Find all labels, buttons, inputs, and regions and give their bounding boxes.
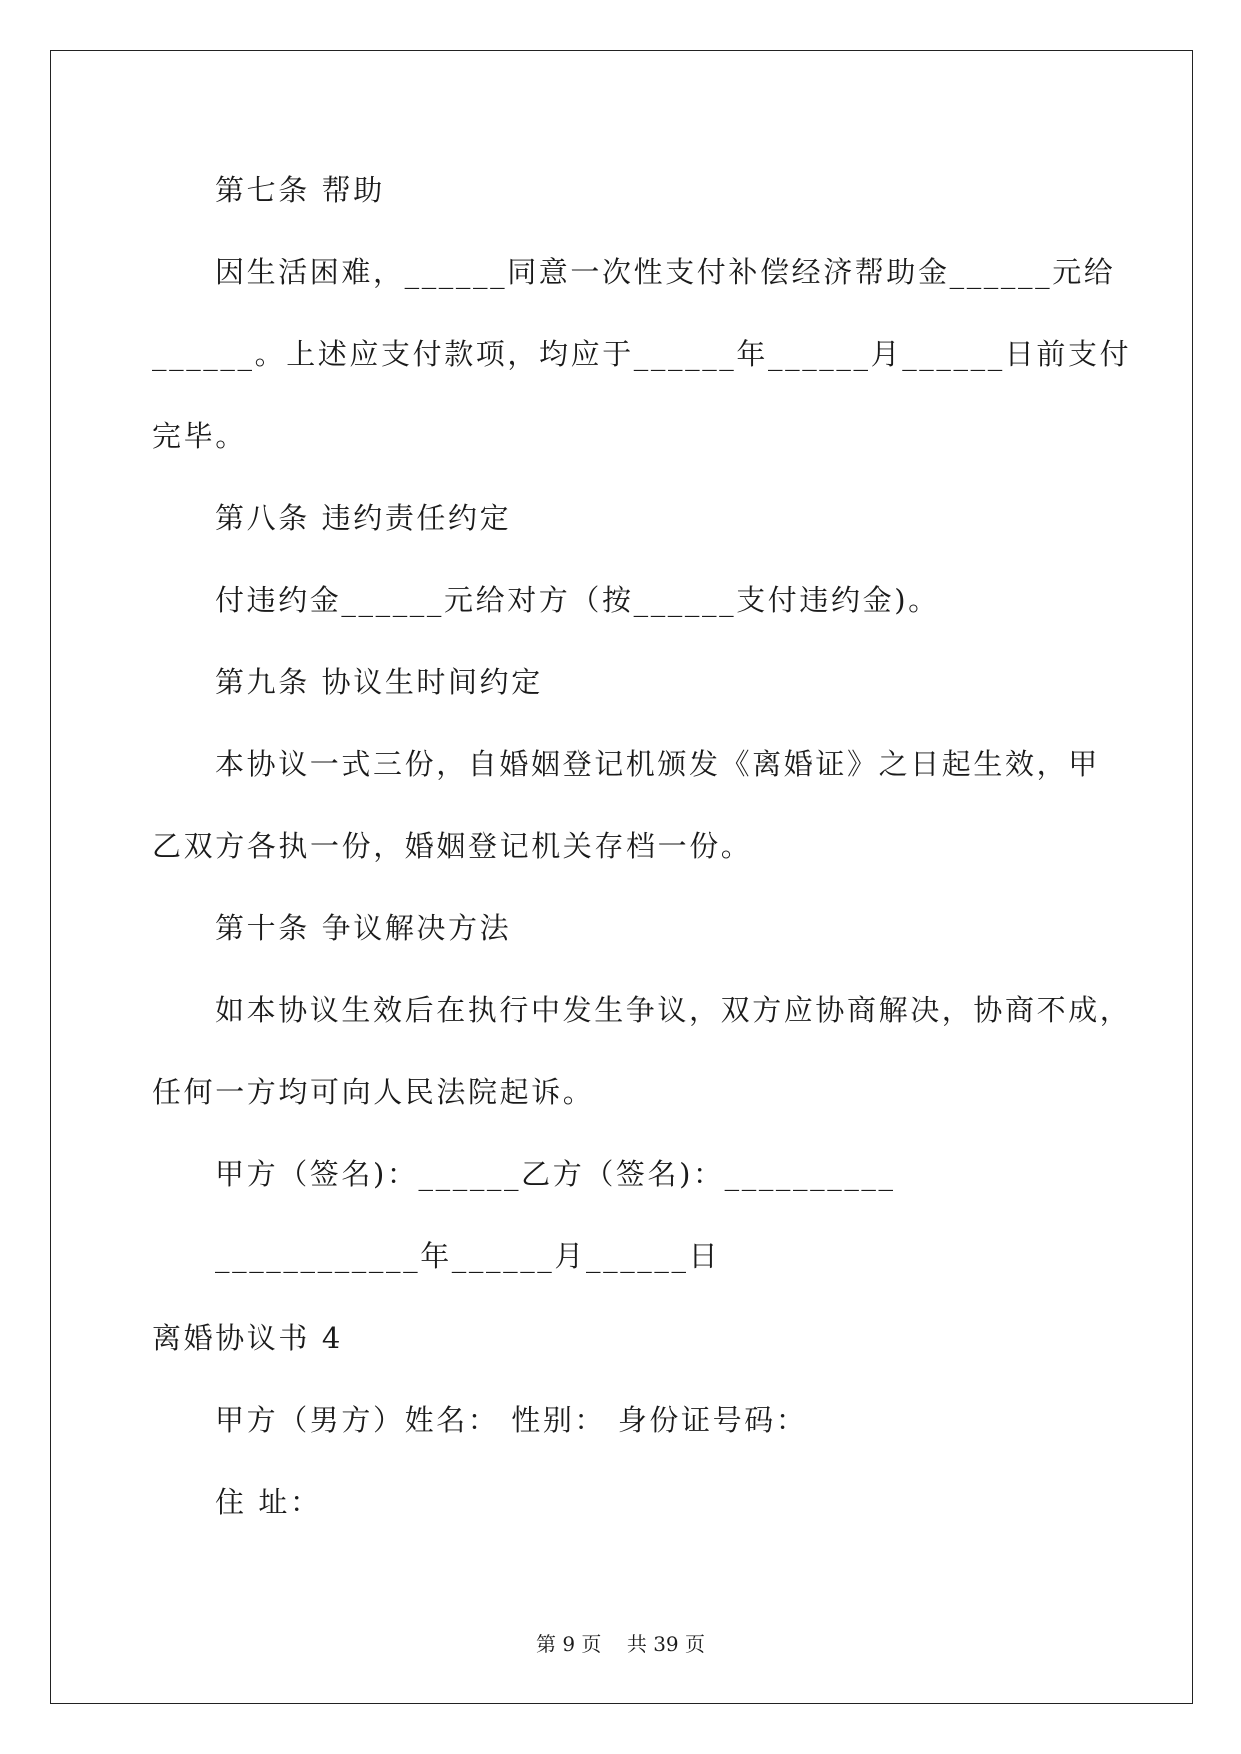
article-9-paragraph-line-1: 本协议一式三份，自婚姻登记机颁发《离婚证》之日起生效，甲 xyxy=(215,747,1100,781)
date-line: ____________年______月______日 xyxy=(215,1239,721,1273)
page-border xyxy=(50,50,1193,1704)
article-8-heading: 第八条 违约责任约定 xyxy=(215,501,512,535)
page-number-footer: 第 9 页 共 39 页 xyxy=(535,1632,706,1656)
article-7-paragraph-line-1: 因生活困难，______同意一次性支付补偿经济帮助金______元给 xyxy=(215,255,1116,289)
article-7-paragraph-line-3: 完毕。 xyxy=(152,419,247,453)
agreement-4-title: 离婚协议书 4 xyxy=(152,1321,343,1355)
address-line: 住 址： xyxy=(215,1485,322,1519)
article-10-paragraph-line-2: 任何一方均可向人民法院起诉。 xyxy=(152,1075,595,1109)
signature-line: 甲方（签名)：______乙方（签名)：__________ xyxy=(215,1157,896,1191)
article-9-paragraph-line-2: 乙双方各执一份，婚姻登记机关存档一份。 xyxy=(152,829,753,863)
article-10-paragraph-line-1: 如本协议生效后在执行中发生争议，双方应协商解决，协商不成， xyxy=(215,993,1132,1027)
party-a-info-line: 甲方（男方）姓名： 性别： 身份证号码： xyxy=(215,1403,808,1437)
article-7-paragraph-line-2: ______。上述应支付款项，均应于______年______月______日前支付 xyxy=(152,337,1132,371)
article-9-heading: 第九条 协议生时间约定 xyxy=(215,665,543,699)
article-7-heading: 第七条 帮助 xyxy=(215,173,385,207)
article-8-paragraph: 付违约金______元给对方（按______支付违约金)。 xyxy=(215,583,940,617)
article-10-heading: 第十条 争议解决方法 xyxy=(215,911,512,945)
